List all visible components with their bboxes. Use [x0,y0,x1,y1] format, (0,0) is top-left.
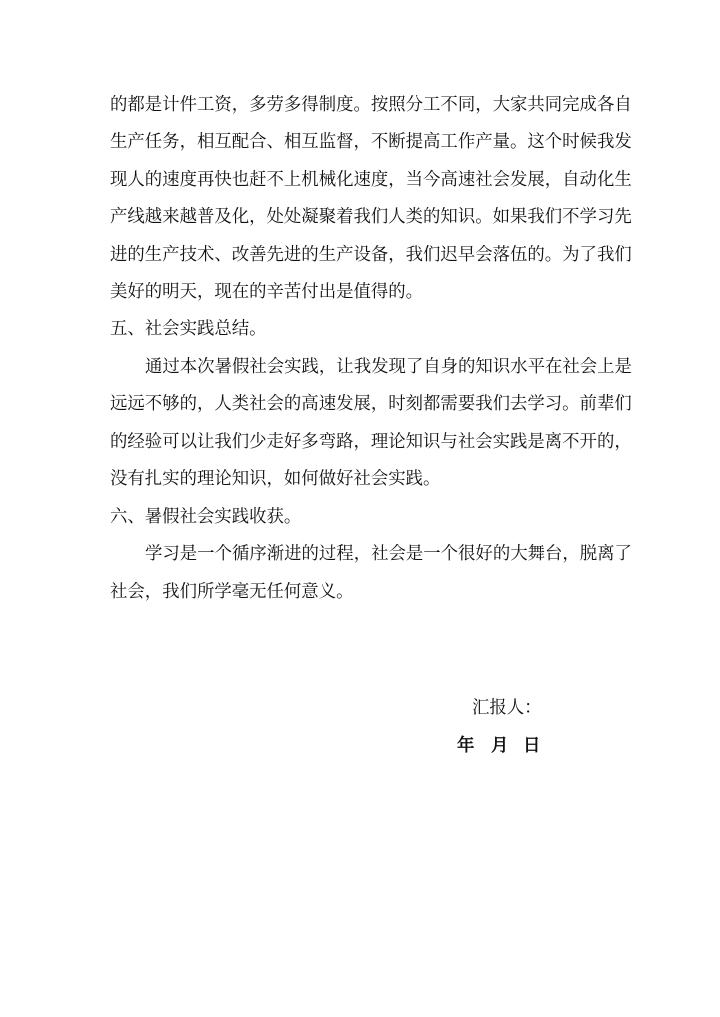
paragraph-1-line-1: 的都是计件工资，多劳多得制度。按照分工不同，大家共同完成各自 [110,95,632,115]
date-day: 日 [523,736,541,756]
paragraph-1-line-3: 现人的速度再快也赶不上机械化速度，当今高速社会发展，自动化生 [110,170,632,190]
section-5-heading: 五、社会实践总结。 [110,319,267,339]
section-6-line-1: 学习是一个循序渐进的过程，社会是一个很好的大舞台，脱离了 [145,544,632,564]
paragraph-1-line-4: 产线越来越普及化，处处凝聚着我们人类的知识。如果我们不学习先 [110,207,632,227]
section-5-line-1: 通过本次暑假社会实践，让我发现了自身的知识水平在社会上是 [145,357,632,377]
section-6-line-2: 社会，我们所学毫无任何意义。 [110,582,354,602]
section-6-heading: 六、暑假社会实践收获。 [110,507,302,527]
section-5-line-2: 远远不够的，人类社会的高速发展，时刻都需要我们去学习。前辈们 [110,394,632,414]
paragraph-1-line-5: 进的生产技术、改善先进的生产设备，我们迟早会落伍的。为了我们 [110,245,632,265]
paragraph-1-line-6: 美好的明天，现在的辛苦付出是值得的。 [110,282,424,302]
section-5-line-4: 没有扎实的理论知识，如何做好社会实践。 [110,469,441,489]
section-5-line-3: 的经验可以让我们少走好多弯路，理论知识与社会实践是离不开的， [110,432,632,452]
date-month: 月 [491,736,509,756]
reporter-label: 汇报人： [472,698,542,718]
date-year: 年 [457,736,475,756]
paragraph-1-line-2: 生产任务，相互配合、相互监督，不断提高工作产量。这个时候我发 [110,132,632,152]
